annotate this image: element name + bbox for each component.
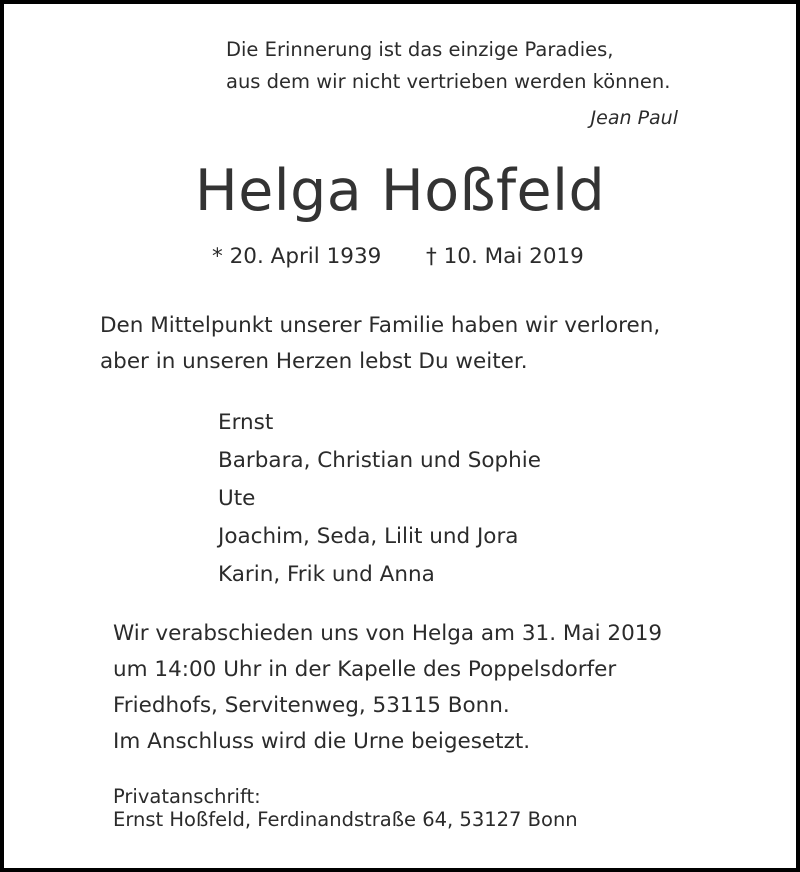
family-member-2: Barbara, Christian und Sophie (218, 448, 541, 473)
intro-line-1: Den Mittelpunkt unserer Familie haben wir verloren, (100, 313, 661, 338)
family-member-4: Joachim, Seda, Lilit und Jora (218, 524, 519, 549)
family-member-1: Ernst (218, 410, 274, 435)
service-line-4: Im Anschluss wird die Urne beigesetzt. (113, 729, 531, 754)
address-label: Privatanschrift: (113, 785, 261, 808)
quote-line-1: Die Erinnerung ist das einzige Paradies, (226, 38, 614, 61)
birth-date: * 20. April 1939 (212, 244, 382, 269)
address-value: Ernst Hoßfeld, Ferdinandstraße 64, 53127 Bonn (113, 808, 578, 831)
death-date: † 10. Mai 2019 (426, 244, 584, 269)
quote-author: Jean Paul (590, 107, 678, 129)
service-line-3: Friedhofs, Servitenweg, 53115 Bonn. (113, 693, 510, 718)
deceased-name: Helga Hoßfeld (194, 158, 606, 224)
family-member-3: Ute (218, 486, 256, 511)
service-line-1: Wir verabschieden uns von Helga am 31. Mai 2019 (113, 621, 663, 646)
family-member-5: Karin, Frik und Anna (218, 562, 435, 587)
intro-line-2: aber in unseren Herzen lebst Du weiter. (100, 349, 528, 374)
quote-line-2: aus dem wir nicht vertrieben werden können. (226, 70, 671, 93)
service-line-2: um 14:00 Uhr in der Kapelle des Poppelsdorfer (113, 657, 617, 682)
